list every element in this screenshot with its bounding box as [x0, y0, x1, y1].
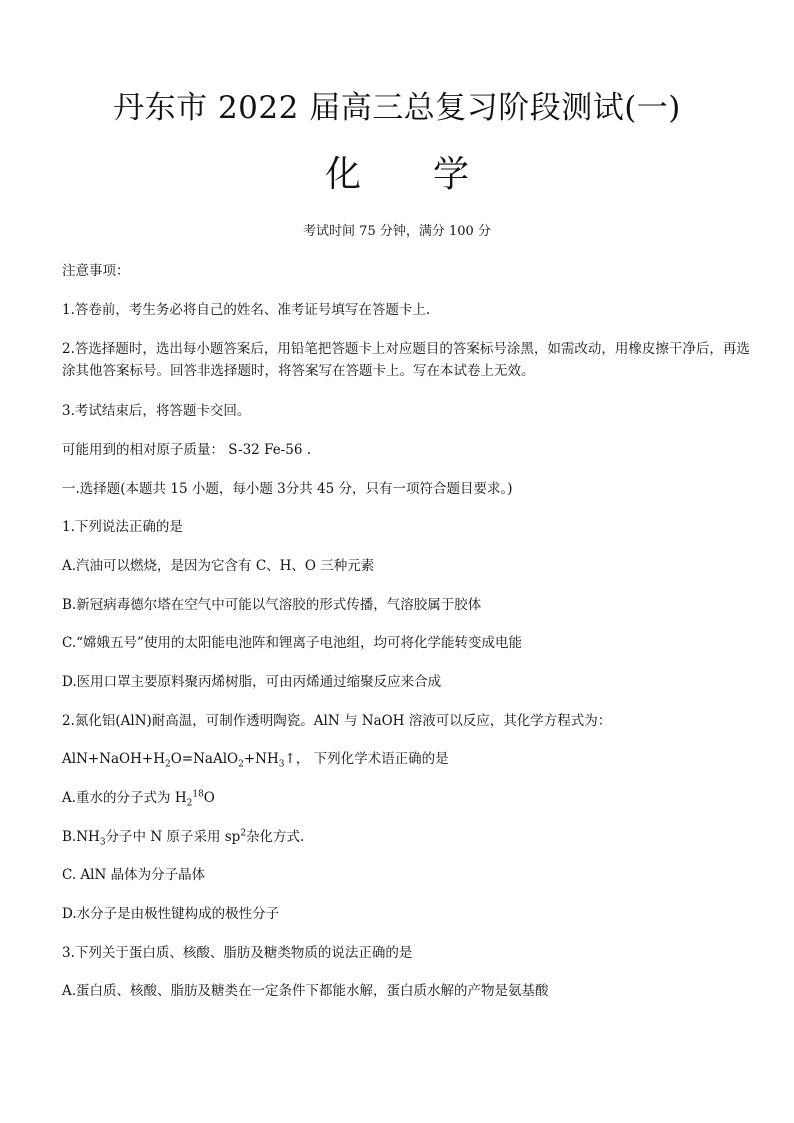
notice-item-2: 2.答选择题时，选出每小题答案后，用铅笔把答题卡上对应题目的答案标号涂黑，如需改动，用橡皮擦干净后，再选涂其他答案标号。回答非选择题时，将答案写在答题卡上。写在本试卷上无效。 — [62, 341, 750, 379]
notice-item-3: 3.考试结束后，将答题卡交回。 — [62, 403, 251, 419]
notice-heading: 注意事项： — [62, 263, 130, 279]
subject-char-left: 化 — [324, 154, 361, 195]
question-2-option-b: $B.NH_3$分子中 N 原子采用 $sp^2$杂化方式. — [62, 828, 305, 848]
question-2-stem: 2.氮化铝(AlN)耐高温，可制作透明陶瓷。AlN 与 NaOH 溶液可以反应，其化学方程式为： — [62, 713, 612, 729]
question-1-option-b: B.新冠病毒德尔塔在空气中可能以气溶胶的形式传播，气溶胶属于胶体 — [62, 597, 482, 613]
question-1-option-c: C.“嫦娥五号”使用的太阳能电池阵和锂离子电池组，均可将化学能转变成电能 — [62, 635, 522, 651]
question-1-stem: 1.下列说法正确的是 — [62, 519, 183, 535]
subject-char-right: 学 — [433, 154, 470, 195]
question-2-equation: $AlN+NaOH+H_2O=NaAlO_2+NH_3↑$， 下列化学术语正确的是 — [62, 751, 449, 770]
question-3-option-a: A.蛋白质、核酸、脂肪及糖类在一定条件下都能水解，蛋白质水解的产物是氨基酸 — [62, 983, 549, 999]
exam-title: 丹东市 2022 届高三总复习阶段测试(一) — [113, 90, 681, 126]
question-2-option-d: D.水分子是由极性键构成的极性分子 — [62, 906, 280, 922]
question-1-option-a: A.汽油可以燃烧，是因为它含有 C、H、O 三种元素 — [62, 558, 375, 574]
question-1-option-d: D.医用口罩主要原料聚丙烯树脂，可由丙烯通过缩聚反应来合成 — [62, 674, 442, 690]
question-2-option-c: C. AlN 晶体为分子晶体 — [62, 867, 206, 883]
subject-title — [0, 153, 794, 197]
question-2-option-a: A.重水的分子式为 $H_2^{18}O$ — [62, 789, 215, 809]
exam-time-info: 考试时间 75 分钟，满分 100 分 — [303, 224, 491, 239]
notice-item-1: 1.答卷前，考生务必将自己的姓名、准考证号填写在答题卡上. — [62, 302, 431, 318]
atomic-mass-line: 可能用到的相对原子质量： S-32 Fe-56 . — [62, 442, 312, 458]
section-heading: 一.选择题(本题共 15 小题，每小题 3分共 45 分，只有一项符合题目要求。) — [62, 481, 513, 497]
question-3-stem: 3.下列关于蛋白质、核酸、脂肪及糖类物质的说法正确的是 — [62, 945, 413, 961]
